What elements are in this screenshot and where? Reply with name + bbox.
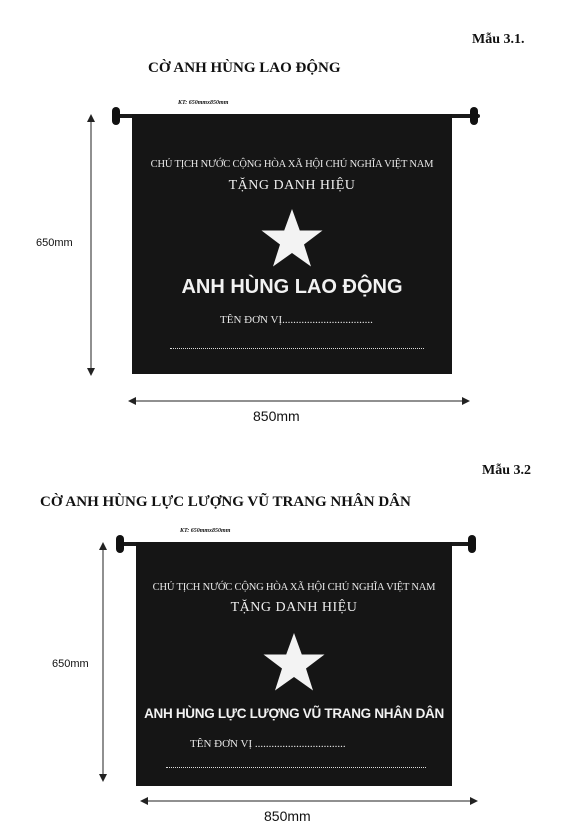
honor-title: ANH HÙNG LAO ĐỘNG <box>181 276 403 298</box>
unit-name-line <box>166 767 426 768</box>
issuer-text: CHỦ TỊCH NƯỚC CỘNG HÒA XÃ HỘI CHỦ NGHĨA VIỆT NAM <box>150 159 434 170</box>
size-note: KT: 650mmx850mm <box>178 100 229 106</box>
flag-title: CỜ ANH HÙNG LAO ĐỘNG <box>148 60 341 76</box>
width-arrow <box>140 796 478 806</box>
sample-number: Mẫu 3.1. <box>472 32 525 47</box>
rod-end-left <box>112 107 120 125</box>
rod-end-right <box>468 535 476 553</box>
award-text: TẶNG DANH HIỆU <box>228 178 356 193</box>
star-icon <box>260 208 324 268</box>
height-label: 650mm <box>36 237 73 249</box>
flag-body <box>136 542 452 786</box>
honor-title: ANH HÙNG LỰC LƯỢNG VŨ TRANG NHÂN DÂN <box>144 706 444 721</box>
flag-body <box>132 114 452 374</box>
width-label: 850mm <box>264 808 311 824</box>
star-icon <box>262 632 326 692</box>
height-arrow <box>86 114 96 376</box>
flag-figure <box>110 100 480 384</box>
width-arrow <box>128 396 470 406</box>
height-label: 650mm <box>52 658 89 670</box>
unit-name-field: TÊN ĐƠN VỊ................................. <box>220 314 373 326</box>
issuer-text: CHỦ TỊCH NƯỚC CỘNG HÒA XÃ HỘI CHỦ NGHĨA VIỆT NAM <box>152 582 436 593</box>
unit-name-field: TÊN ĐƠN VỊ ................................. <box>190 738 346 750</box>
height-arrow <box>98 542 108 782</box>
award-text: TẶNG DANH HIỆU <box>230 600 358 615</box>
rod-end-right <box>470 107 478 125</box>
sample-number: Mẫu 3.2 <box>482 463 531 478</box>
width-label: 850mm <box>253 408 300 424</box>
flag-figure <box>112 528 484 792</box>
flag-title: CỜ ANH HÙNG LỰC LƯỢNG VŨ TRANG NHÂN DÂN <box>40 494 411 510</box>
rod-end-left <box>116 535 124 553</box>
unit-name-line <box>170 348 424 349</box>
size-note: KT: 650mmx850mm <box>180 528 231 534</box>
